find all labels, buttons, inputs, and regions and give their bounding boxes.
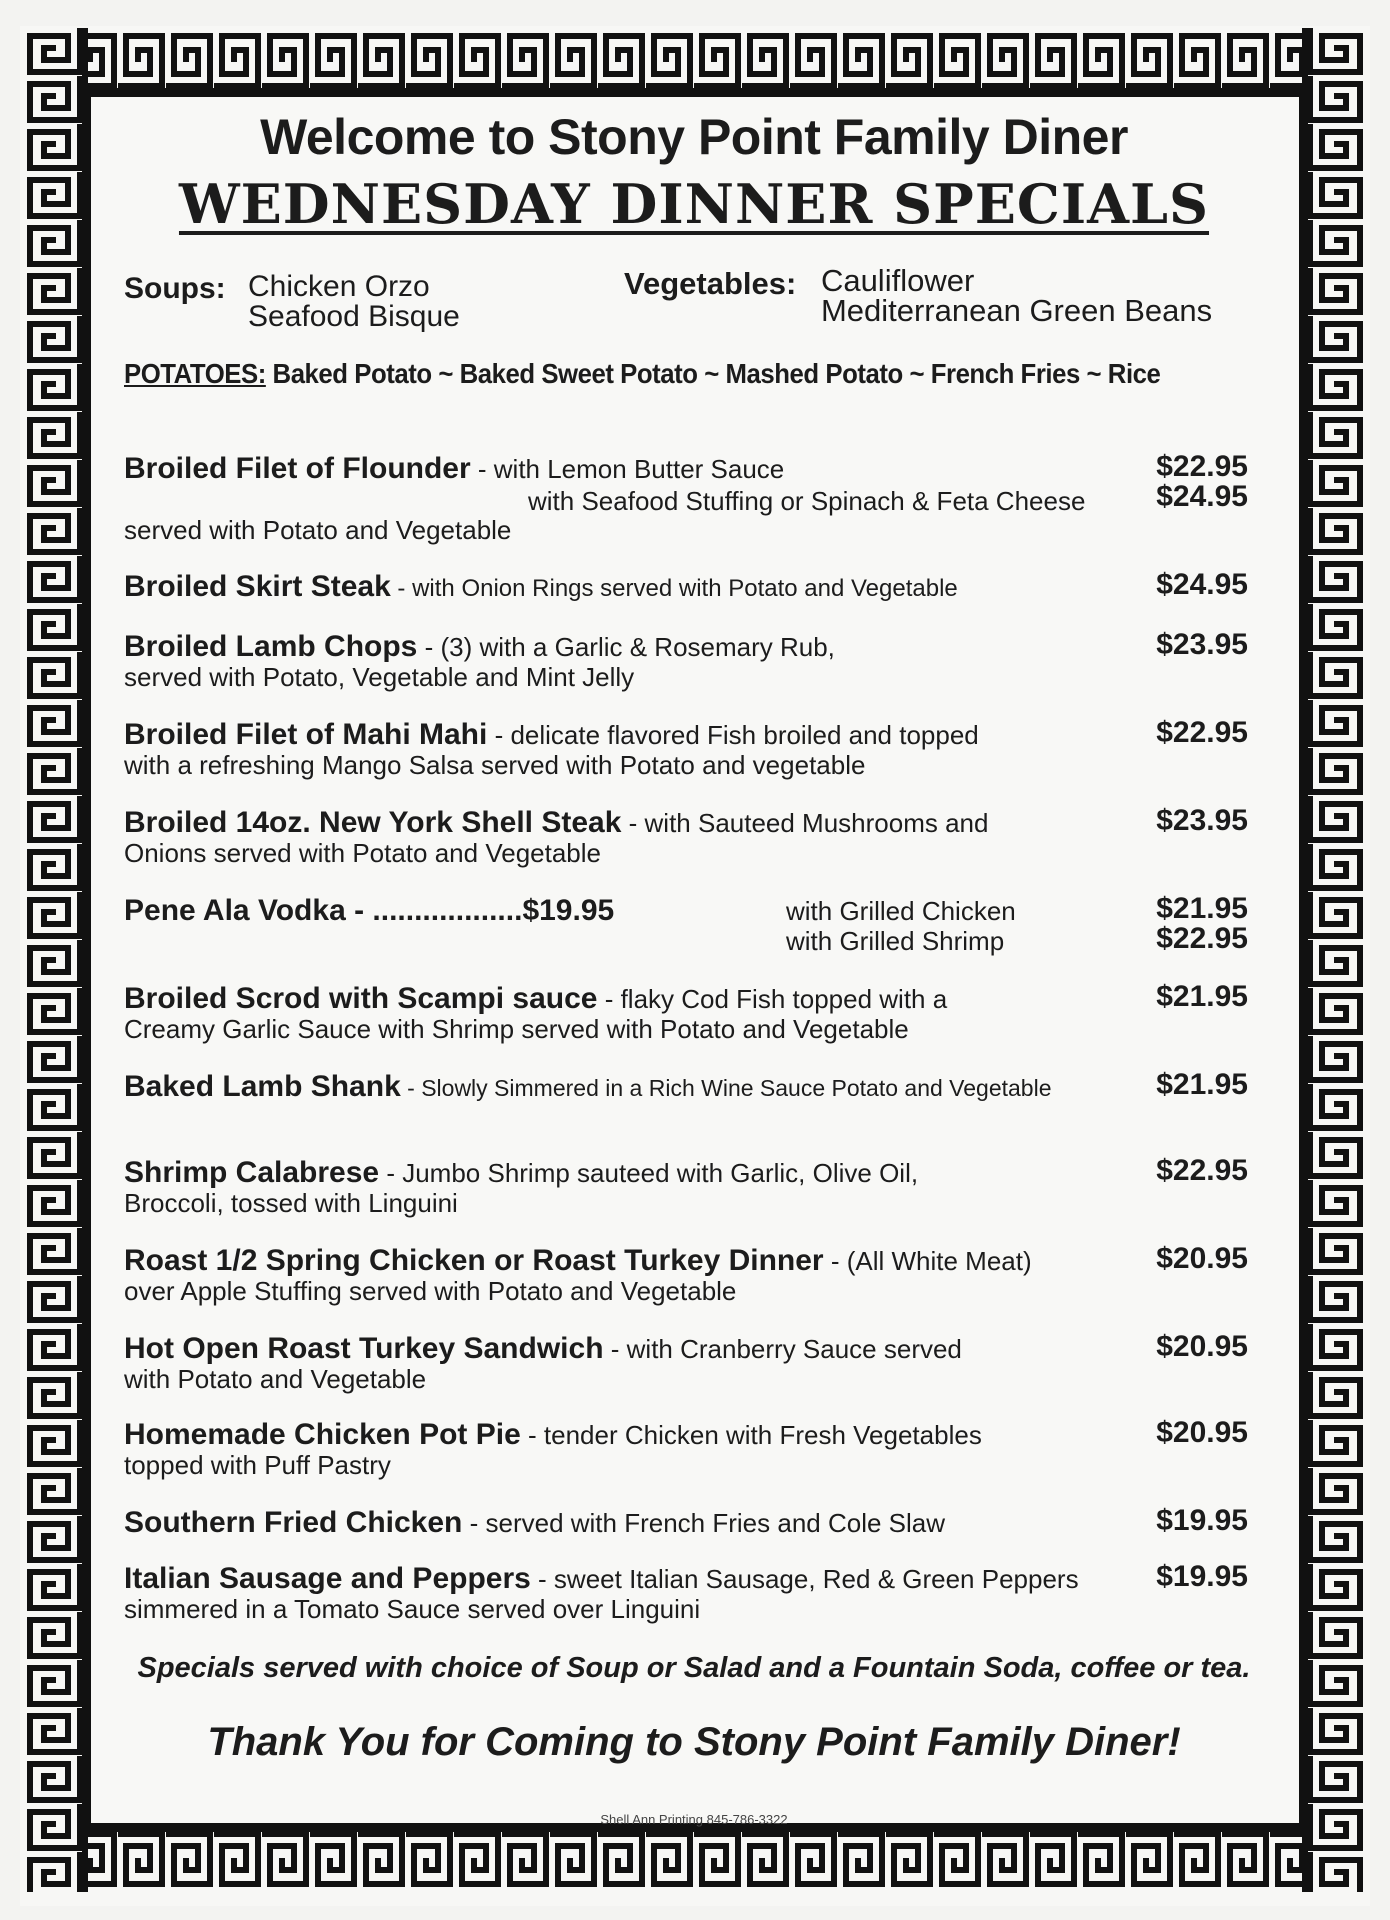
item-price: $21.95 [1156, 980, 1248, 1013]
vegetable-item: Cauliflower [820, 263, 975, 298]
page-title: WEDNESDAY DINNER SPECIALS [178, 172, 1210, 236]
item-desc: - with Sauteed Mushrooms and [621, 808, 989, 838]
item-name: Broiled Filet of Flounder [124, 452, 471, 485]
item-name: Homemade Chicken Pot Pie [124, 1418, 521, 1451]
item-desc: - sweet Italian Sausage, Red & Green Peppers [530, 1564, 1079, 1594]
menu-item [124, 1332, 1264, 1395]
menu-item [124, 1070, 1264, 1104]
item-desc: - Jumbo Shrimp sauteed with Garlic, Olive Oil, [379, 1158, 919, 1188]
item-name: Southern Fried Chicken [124, 1506, 463, 1539]
item-price: $22.95 [1156, 450, 1248, 483]
item-name: Broiled Filet of Mahi Mahi [124, 718, 488, 751]
item-name: Broiled Scrod with Scampi sauce [124, 982, 598, 1015]
specials-note: Specials served with choice of Soup or Salad and a Fountain Soda, coffee or tea. [137, 1652, 1251, 1684]
potatoes-line [124, 358, 1160, 390]
item-price: $23.95 [1156, 628, 1248, 661]
item-desc: - with Cranberry Sauce served [603, 1334, 962, 1364]
item-price: $21.95 [1156, 1068, 1248, 1101]
greek-key-border-right [1302, 28, 1368, 1892]
item-price: $21.95 [1156, 892, 1248, 925]
item-price: $20.95 [1156, 1242, 1248, 1275]
item-desc-line2: topped with Puff Pastry [124, 1450, 391, 1480]
item-desc: - flaky Cod Fish topped with a [597, 984, 948, 1014]
item-name: Broiled 14oz. New York Shell Steak [124, 806, 622, 839]
item-price-alt: $22.95 [1156, 922, 1248, 955]
item-desc-line2: served with Potato, Vegetable and Mint Jelly [124, 662, 635, 692]
menu-item [124, 570, 1264, 604]
greek-key-border-top [22, 28, 1368, 94]
item-name: Hot Open Roast Turkey Sandwich [124, 1332, 604, 1365]
menu-item [124, 1156, 1264, 1219]
menu-item [124, 718, 1264, 781]
item-desc: - Slowly Simmered in a Rich Wine Sauce Potato and Vegetable [400, 1075, 1052, 1101]
item-desc-line2: with Potato and Vegetable [124, 1364, 427, 1394]
item-desc-line2: over Apple Stuffing served with Potato and Vegetable [124, 1276, 737, 1306]
welcome-heading: Welcome to Stony Point Family Diner [260, 109, 1128, 165]
item-option: with Grilled Shrimp [786, 926, 1005, 956]
item-name: Shrimp Calabrese [124, 1156, 380, 1189]
item-desc: - with Lemon Butter Sauce [470, 454, 785, 484]
item-desc: - with Onion Rings served with Potato and Vegetable [390, 575, 958, 602]
menu-item [124, 806, 1264, 869]
item-desc: - served with French Fries and Cole Slaw [462, 1508, 946, 1538]
item-desc: - (3) with a Garlic & Rosemary Rub, [417, 632, 835, 662]
item-desc: - (All White Meat) [823, 1246, 1032, 1276]
item-name: Baked Lamb Shank [124, 1070, 401, 1103]
item-price: $23.95 [1156, 804, 1248, 837]
thank-you-message: Thank You for Coming to Stony Point Family Diner! [207, 1720, 1181, 1764]
item-desc-line2: Onions served with Potato and Vegetable [124, 838, 601, 868]
item-desc-line2: Creamy Garlic Sauce with Shrimp served with Potato and Vegetable [124, 1014, 909, 1044]
item-name: Italian Sausage and Peppers [124, 1562, 531, 1595]
potatoes-label: POTATOES: [124, 358, 266, 389]
item-desc-extra: with Seafood Stuffing or Spinach & Feta Cheese [528, 486, 1086, 516]
menu-item [124, 1562, 1264, 1625]
vegetables-section [624, 263, 1213, 328]
menu-item [124, 982, 1264, 1045]
item-desc-line2: simmered in a Tomato Sauce served over Linguini [124, 1594, 701, 1624]
item-name: Roast 1/2 Spring Chicken or Roast Turkey Dinner [124, 1244, 824, 1277]
greek-key-border-bottom [22, 1826, 1368, 1892]
item-price: $20.95 [1156, 1416, 1248, 1449]
menu-item [124, 1244, 1264, 1307]
item-price-alt: $24.95 [1156, 480, 1248, 513]
menu-item [124, 1506, 1264, 1540]
item-name: Broiled Skirt Steak [124, 570, 391, 603]
item-name: Pene Ala Vodka - ..................$19.95 [124, 894, 615, 927]
item-price: $19.95 [1156, 1560, 1248, 1593]
soup-item: Seafood Bisque [248, 300, 460, 333]
menu-item [124, 630, 1264, 693]
menu-item [124, 452, 1264, 546]
item-desc: - tender Chicken with Fresh Vegetables [520, 1420, 982, 1450]
item-name: Broiled Lamb Chops [124, 630, 418, 663]
menu-item [124, 892, 1264, 956]
item-price: $19.95 [1156, 1504, 1248, 1537]
menu-item [124, 1418, 1264, 1481]
item-option: with Grilled Chicken [786, 896, 1016, 926]
item-price: $22.95 [1156, 1154, 1248, 1187]
item-price: $20.95 [1156, 1330, 1248, 1363]
vegetable-item: Mediterranean Green Beans [820, 293, 1213, 328]
potatoes-options: Baked Potato ~ Baked Sweet Potato ~ Mashed Potato ~ French Fries ~ Rice [272, 358, 1161, 389]
item-price: $22.95 [1156, 716, 1248, 749]
soup-item: Chicken Orzo [248, 270, 430, 303]
item-desc-line2: with a refreshing Mango Salsa served with Potato and vegetable [124, 750, 866, 780]
soups-section [124, 272, 460, 332]
item-price: $24.95 [1156, 568, 1248, 601]
greek-key-border-left [22, 28, 88, 1892]
soups-label: Soups: [124, 272, 226, 305]
item-desc: - delicate flavored Fish broiled and topped [487, 720, 979, 750]
item-desc-line2: Broccoli, tossed with Linguini [124, 1188, 458, 1218]
vegetables-label: Vegetables: [624, 266, 797, 301]
item-desc-line2: served with Potato and Vegetable [124, 515, 512, 545]
printer-credit: Shell Ann Printing 845-786-3322 [600, 1812, 788, 1827]
